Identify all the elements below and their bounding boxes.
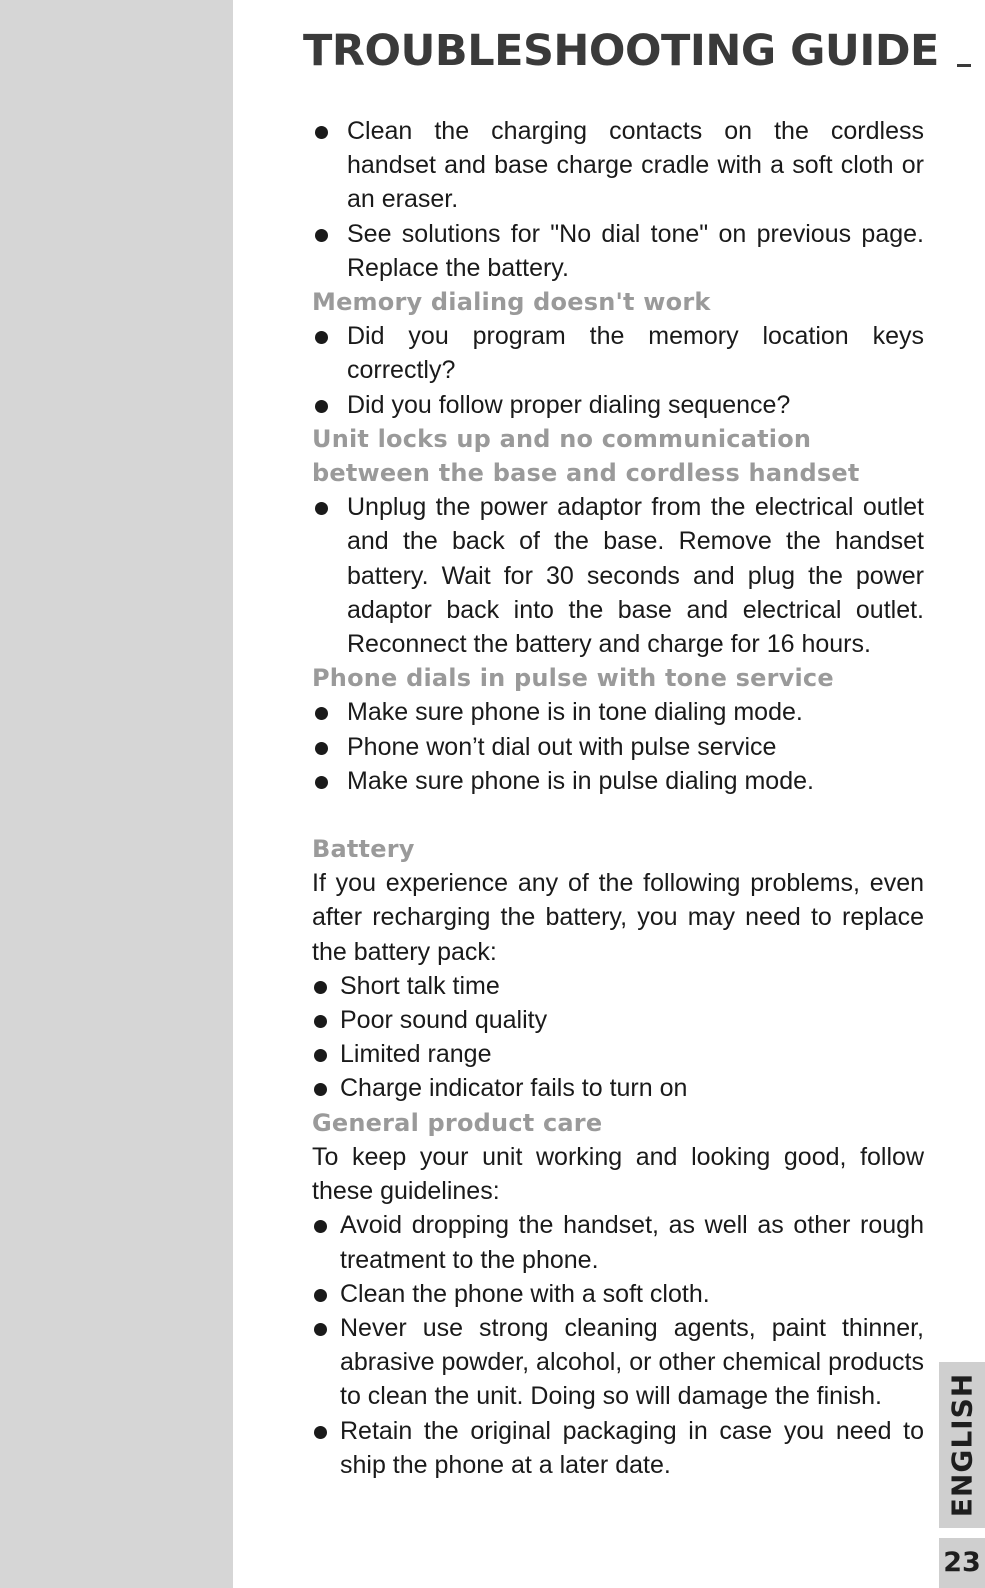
page-title: TROUBLESHOOTING GUIDE [303, 26, 939, 76]
list-item-text: Retain the original packaging in case you need to ship the phone at a later date. [340, 1416, 924, 1479]
list-item [312, 969, 924, 1003]
bullet-icon [314, 1426, 327, 1439]
bullet-icon [315, 502, 328, 515]
page-number: 23 [939, 1538, 985, 1588]
list-item [312, 730, 924, 764]
list-item-text: Limited range [340, 1040, 492, 1069]
list-item [312, 1208, 924, 1276]
list-item [312, 319, 924, 387]
language-tab [939, 1362, 985, 1528]
bullet-icon [314, 1289, 327, 1302]
list-item-text: Unplug the power adaptor from the electrical outlet and the back of the base. Remove the handset battery. Wait for 30 seconds and plug the power adaptor back into the base and electrical outlet. Reconnect the battery and charge for 16 hours. [347, 493, 924, 659]
list-item [312, 1414, 924, 1482]
title-dash [957, 64, 971, 67]
bullet-icon [314, 1220, 327, 1233]
list-item-text: Short talk time [340, 971, 500, 1000]
bullet-icon [315, 229, 328, 242]
list-item-text: Clean the charging contacts on the cordless handset and base charge cradle with a soft cloth or an eraser. [347, 117, 924, 214]
list-item-text: Clean the phone with a soft cloth. [340, 1279, 710, 1308]
bullet-icon [315, 742, 328, 755]
list-item [312, 764, 924, 798]
bullet-icon [315, 331, 328, 344]
list-item [312, 1311, 924, 1414]
bullet-icon [315, 400, 328, 413]
list-item-text: See solutions for "No dial tone" on previous page. Replace the battery. [347, 219, 924, 282]
list-item-text: Poor sound quality [340, 1006, 548, 1035]
bullet-icon [315, 126, 328, 139]
list-item-text: Make sure phone is in tone dialing mode. [347, 698, 803, 727]
list-item [312, 1277, 924, 1311]
section-heading-battery: Battery [312, 835, 415, 864]
list-item [312, 490, 924, 661]
section-spacer [312, 798, 924, 832]
bullet-icon [315, 776, 328, 789]
list-item [312, 1037, 924, 1071]
section-heading-care: General product care [312, 1108, 603, 1137]
list-item [312, 388, 924, 422]
list-item-text: Did you program the memory location keys correctly? [347, 322, 924, 385]
section-heading-lockup-line2: between the base and cordless handset [312, 459, 860, 488]
battery-intro: If you experience any of the following problems, even after recharging the battery, you may need to replace the battery pack: [312, 869, 924, 966]
list-item-text: Never use strong cleaning agents, paint thinner, abrasive powder, alcohol, or other chemical products to clean the unit. Doing so will damage the finish. [340, 1313, 924, 1411]
left-margin-band [0, 0, 233, 1588]
list-item [312, 217, 924, 285]
section-heading-lockup-line1: Unit locks up and no communication [312, 424, 812, 453]
bullet-icon [315, 707, 328, 720]
bullet-icon [314, 981, 327, 994]
list-item-text: Charge indicator fails to turn on [340, 1074, 688, 1103]
care-intro: To keep your unit working and looking good, follow these guidelines: [312, 1142, 924, 1206]
list-item [312, 1071, 924, 1105]
list-item [312, 1003, 924, 1037]
section-heading-pulse: Phone dials in pulse with tone service [312, 664, 834, 693]
list-item [312, 695, 924, 729]
list-item-text: Avoid dropping the handset, as well as other rough treatment to the phone. [340, 1211, 924, 1274]
bullet-icon [314, 1323, 327, 1336]
list-item-text: Make sure phone is in pulse dialing mode. [347, 766, 814, 795]
manual-content [312, 114, 924, 1482]
bullet-icon [314, 1015, 327, 1028]
list-item-text: Did you follow proper dialing sequence? [347, 390, 791, 419]
language-label: ENGLISH [945, 1372, 979, 1518]
section-heading-memory: Memory dialing doesn't work [312, 288, 711, 317]
list-item-text: Phone won’t dial out with pulse service [347, 732, 777, 761]
list-item [312, 114, 924, 217]
bullet-icon [314, 1049, 327, 1062]
bullet-icon [314, 1083, 327, 1096]
